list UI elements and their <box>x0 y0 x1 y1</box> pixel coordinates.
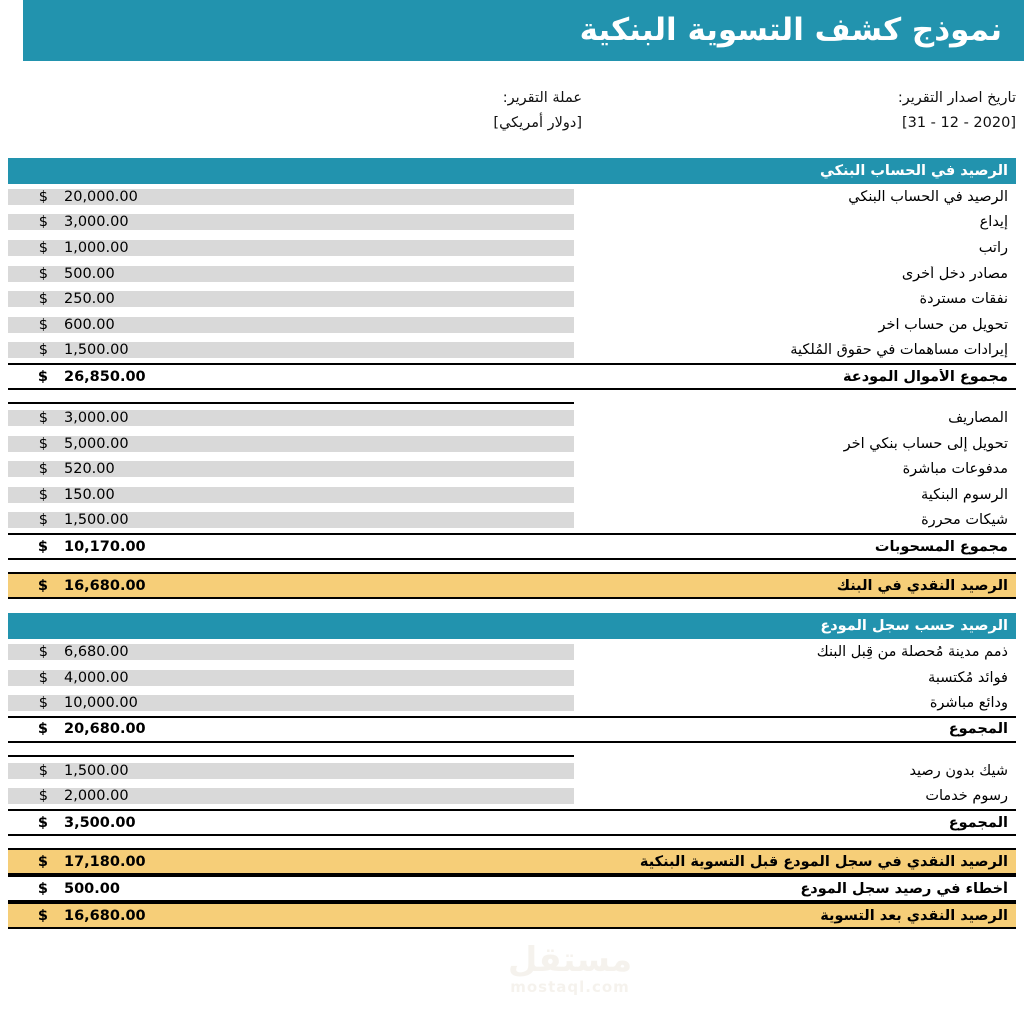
watermark-main-text: مستقل <box>507 940 633 980</box>
total-currency-symbol: $ <box>37 814 48 831</box>
row-label: فوائد مُكتسبة <box>928 669 1008 686</box>
section-gap <box>8 746 1016 755</box>
table-row[interactable] <box>8 456 1016 482</box>
row-value[interactable]: 2,000.00 <box>54 788 574 804</box>
table-row[interactable] <box>8 482 1016 508</box>
row-label: شيك بدون رصيد <box>909 762 1008 779</box>
highlight-row-balance-after-reconciliation <box>8 902 1016 929</box>
report-date-block <box>898 86 1016 136</box>
row-value[interactable]: 1,500.00 <box>54 763 574 779</box>
report-currency-block <box>493 86 582 136</box>
row-currency-symbol: $ <box>8 695 54 711</box>
table-row[interactable] <box>8 665 1016 691</box>
highlight-value: 17,180.00 <box>64 853 146 870</box>
section-gap <box>8 393 1016 402</box>
section-header-bank-balance <box>8 158 1016 184</box>
row-value[interactable]: 3,000.00 <box>54 214 574 230</box>
row-value[interactable]: 1,500.00 <box>54 512 574 528</box>
section-gap <box>8 563 1016 572</box>
page-title: نموذج كشف التسوية البنكية <box>579 12 1002 48</box>
row-value[interactable]: 10,000.00 <box>54 695 574 711</box>
section-header-depositor-record <box>8 613 1016 639</box>
row-currency-symbol: $ <box>8 291 54 307</box>
row-value[interactable]: 150.00 <box>54 487 574 503</box>
table-row[interactable] <box>8 210 1016 236</box>
highlight-value: 16,680.00 <box>64 577 146 594</box>
highlight-label: الرصيد النقدي في البنك <box>836 577 1008 594</box>
row-value[interactable]: 5,000.00 <box>54 436 574 452</box>
row-label: ذمم مدينة مُحصلة من قِبل البنك <box>816 643 1008 660</box>
total-value: 26,850.00 <box>64 368 146 385</box>
row-label: شيكات محررة <box>921 512 1008 529</box>
table-row[interactable] <box>8 184 1016 210</box>
row-label: الرسوم البنكية <box>920 486 1008 503</box>
total-currency-symbol: $ <box>37 368 48 385</box>
row-value[interactable]: 250.00 <box>54 291 574 307</box>
total-label: مجموع المسحوبات <box>874 538 1008 555</box>
total-row-withdrawals <box>8 533 1016 559</box>
row-value[interactable]: 520.00 <box>54 461 574 477</box>
row-label: ودائع مباشرة <box>929 695 1008 712</box>
row-value[interactable]: 6,680.00 <box>54 644 574 660</box>
table-row[interactable] <box>8 758 1016 784</box>
row-currency-symbol: $ <box>8 461 54 477</box>
row-label: أخطاء في رصيد سجل المودع <box>800 880 1008 897</box>
total-currency-symbol: $ <box>37 538 48 555</box>
row-label: رسوم خدمات <box>925 788 1008 805</box>
table-row[interactable] <box>8 784 1016 810</box>
row-label: نفقات مستردة <box>919 291 1008 308</box>
row-currency-symbol: $ <box>8 214 54 230</box>
row-label: مدفوعات مباشرة <box>902 461 1008 478</box>
table-row[interactable] <box>8 508 1016 534</box>
table-row[interactable] <box>8 312 1016 338</box>
row-value[interactable]: 1,000.00 <box>54 240 574 256</box>
reconciliation-sheet <box>8 158 1016 929</box>
table-row[interactable] <box>8 639 1016 665</box>
report-currency-value[interactable]: [دولار أمريكي] <box>493 115 582 131</box>
report-currency-label: عملة التقرير: <box>502 90 582 106</box>
total-value: 20,680.00 <box>64 721 146 738</box>
row-label: تحويل من حساب آخر <box>878 316 1008 333</box>
row-value[interactable]: 20,000.00 <box>54 189 574 205</box>
row-value[interactable]: 500.00 <box>64 880 120 897</box>
row-value[interactable]: 600.00 <box>54 317 574 333</box>
row-value[interactable]: 3,000.00 <box>54 410 574 426</box>
total-label: المجموع <box>948 721 1008 738</box>
total-label: المجموع <box>948 814 1008 831</box>
section-gap <box>8 839 1016 848</box>
row-label: إيرادات مساهمات في حقوق المُلكية <box>790 342 1008 359</box>
row-currency-symbol: $ <box>8 189 54 205</box>
row-currency-symbol: $ <box>37 880 48 897</box>
table-row[interactable] <box>8 690 1016 716</box>
total-currency-symbol: $ <box>37 721 48 738</box>
row-value[interactable]: 500.00 <box>54 266 574 282</box>
section-header-label: الرصيد حسب سجل المودع <box>820 618 1008 635</box>
section-header-label: الرصيد في الحساب البنكي <box>819 163 1008 179</box>
row-label: الرصيد في الحساب البنكي <box>848 188 1008 205</box>
report-date-value[interactable]: [2020 - 12 - 31] <box>901 115 1016 131</box>
row-currency-symbol: $ <box>8 670 54 686</box>
table-row[interactable] <box>8 405 1016 431</box>
highlight-label: الرصيد النقدي بعد التسوية <box>820 907 1008 924</box>
row-currency-symbol: $ <box>8 436 54 452</box>
row-label: مصادر دخل أخرى <box>901 265 1008 282</box>
row-currency-symbol: $ <box>8 317 54 333</box>
row-currency-symbol: $ <box>8 788 54 804</box>
row-label: المصاريف <box>948 409 1008 426</box>
row-currency-symbol: $ <box>8 410 54 426</box>
document-title-band <box>23 0 1024 61</box>
total-value: 3,500.00 <box>64 814 136 831</box>
table-row[interactable] <box>8 431 1016 457</box>
row-currency-symbol: $ <box>8 487 54 503</box>
row-currency-symbol: $ <box>8 266 54 282</box>
total-value: 10,170.00 <box>64 538 146 555</box>
total-row-depositor-additions <box>8 716 1016 742</box>
table-row[interactable] <box>8 261 1016 287</box>
report-date-label: تاريخ اصدار التقرير: <box>897 90 1016 106</box>
highlight-row-balance-before-reconciliation <box>8 848 1016 875</box>
total-row-deposited-funds <box>8 363 1016 389</box>
table-row[interactable] <box>8 338 1016 364</box>
row-currency-symbol: $ <box>8 240 54 256</box>
row-currency-symbol: $ <box>8 644 54 660</box>
row-currency-symbol: $ <box>8 342 54 358</box>
total-row-depositor-deductions <box>8 809 1016 835</box>
row-label: تحويل إلى حساب بنكي آخر <box>843 435 1008 452</box>
table-row[interactable] <box>8 286 1016 312</box>
highlight-row-bank-cash-balance <box>8 572 1016 599</box>
report-meta <box>0 86 1024 142</box>
total-label: مجموع الأُموال المودعة <box>843 368 1008 385</box>
row-depositor-record-errors[interactable] <box>8 875 1016 902</box>
section-gap <box>8 599 1016 613</box>
highlight-value: 16,680.00 <box>64 907 146 924</box>
highlight-currency-symbol: $ <box>37 577 48 594</box>
row-currency-symbol: $ <box>8 763 54 779</box>
highlight-currency-symbol: $ <box>37 853 48 870</box>
highlight-currency-symbol: $ <box>37 907 48 924</box>
watermark-sub-text: mostaql.com <box>510 978 630 996</box>
row-value[interactable]: 4,000.00 <box>54 670 574 686</box>
row-label: راتب <box>978 239 1008 256</box>
highlight-label: الرصيد النقدي في سجل المودع قبل التسوية البنكية <box>639 853 1008 870</box>
row-value[interactable]: 1,500.00 <box>54 342 574 358</box>
table-row[interactable] <box>8 235 1016 261</box>
watermark <box>455 935 685 1005</box>
row-currency-symbol: $ <box>8 512 54 528</box>
row-label: إيداع <box>979 214 1008 231</box>
